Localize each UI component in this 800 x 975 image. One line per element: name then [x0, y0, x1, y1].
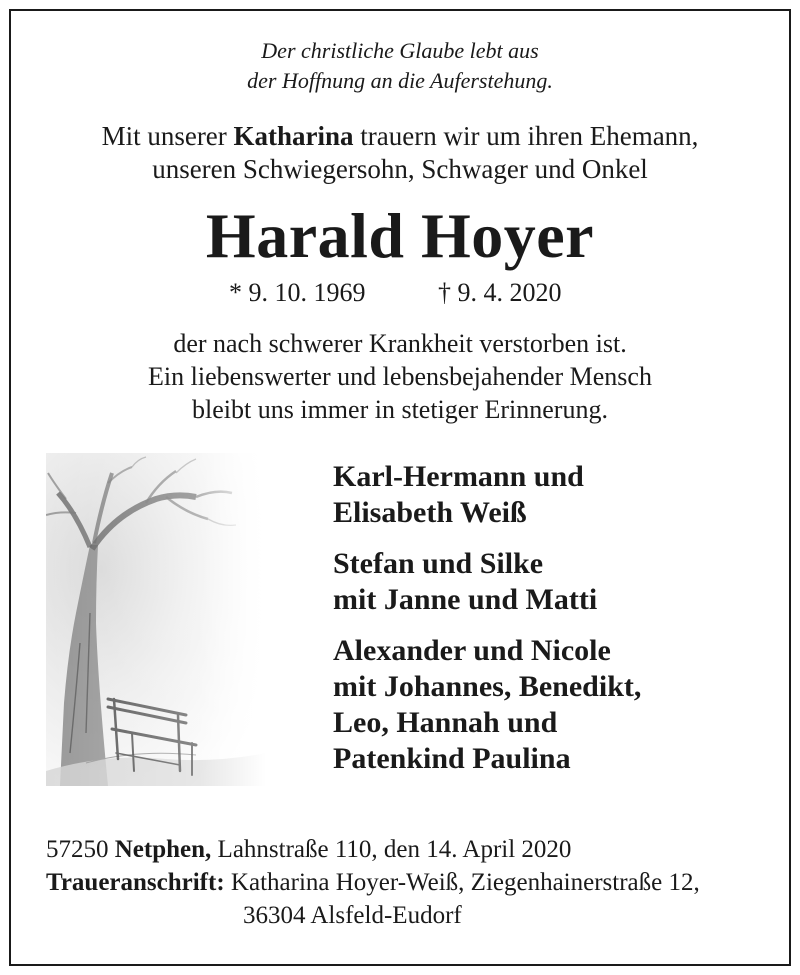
- mourner-line: mit Janne und Matti: [333, 583, 598, 616]
- mourner-group: [333, 633, 773, 777]
- mourner-line: Alexander und Nicole: [333, 634, 611, 667]
- city: Netphen,: [114, 836, 212, 863]
- mourner-line: Stefan und Silke: [333, 547, 544, 580]
- footer-address: [46, 833, 776, 932]
- intro-line-2: unseren Schwiegersohn, Schwager und Onkel: [152, 154, 648, 184]
- mourner-line: Elisabeth Weiß: [333, 496, 527, 529]
- mourning-address-line: [46, 866, 776, 899]
- tree-bench-illustration: [46, 453, 266, 786]
- mourner-line: Karl-Hermann und: [333, 460, 584, 493]
- motto-line-2: der Hoffnung an die Auferstehung.: [247, 68, 553, 93]
- intro-post: trauern wir um ihren Ehemann,: [353, 121, 699, 151]
- zip-code: 57250: [46, 836, 115, 863]
- mourner-line: Leo, Hannah und: [333, 706, 558, 739]
- mourners-list: [333, 459, 773, 792]
- mourning-address-label: Traueranschrift:: [46, 869, 225, 896]
- mourner-line: mit Johannes, Benedikt,: [333, 670, 642, 703]
- intro-widow-name: Katharina: [233, 121, 354, 151]
- remark-line-1: der nach schwerer Krankheit verstorben ist.: [173, 329, 627, 358]
- birth-date: * 9. 10. 1969: [229, 278, 366, 307]
- motto: [0, 36, 800, 96]
- mourner-group: [333, 459, 773, 531]
- motto-line-1: Der christliche Glaube lebt aus: [261, 38, 539, 63]
- remark-line-2: Ein liebenswerter und lebensbejahender Mensch: [148, 362, 652, 391]
- mourning-address: Katharina Hoyer-Weiß, Ziegenhainerstraße 12,: [224, 869, 700, 896]
- intro-text: [0, 120, 800, 186]
- intro-line-1: [0, 120, 800, 153]
- street-date: Lahnstraße 110, den 14. April 2020: [211, 836, 572, 863]
- mourner-group: [333, 546, 773, 618]
- deceased-name: Harald Hoyer: [205, 200, 595, 271]
- death-date: † 9. 4. 2020: [438, 278, 562, 307]
- mourner-line: Patenkind Paulina: [333, 742, 571, 775]
- remembrance-text: [0, 327, 800, 426]
- mourning-address-city: 36304 Alsfeld-Eudorf: [243, 902, 462, 929]
- place-date-line: [46, 833, 776, 866]
- intro-pre: Mit unserer: [101, 121, 234, 151]
- remark-line-3: bleibt uns immer in stetiger Erinnerung.: [192, 395, 608, 424]
